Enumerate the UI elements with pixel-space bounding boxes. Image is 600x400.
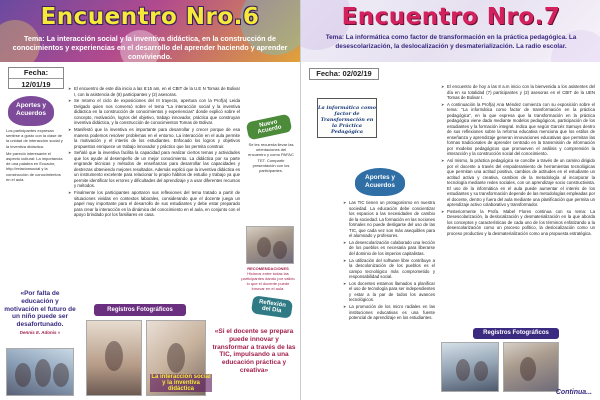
reflexion-label: Reflexión del Día <box>258 299 287 315</box>
reflexion-text: «Si el docente se prepara puede innovar y transformar a través de las TIC, impulsando a una educación práctica y creativa» <box>212 328 296 374</box>
photo-meeting <box>441 342 499 392</box>
page-subtitle: Tema: La interacción social y la inventiva didáctica, en la construcción de conocimientos y experiencias en el desarrollo del aprender haciendo y aprender conviviendo. <box>12 34 288 61</box>
date-box <box>8 67 64 89</box>
page-title: Encuentro Nro.6 <box>40 4 260 30</box>
photos-label: Registros Fotográficos <box>107 307 173 313</box>
list-item: ➤ El encuentro de hoy a las 8 a.m inicio con la bienvenida a los asistentes del día en su totalidad (7) participantes y (2) asesoras en el CBIT de la UEN Tomas de Bolivar I. <box>441 84 595 101</box>
encuentro-6-body <box>68 86 240 286</box>
quote-box <box>4 290 76 337</box>
date-value: 02/02/19 <box>342 69 372 78</box>
list-item: ➤ La desescolarización colaborado una lección de los pueblos es necesaria para liberarse del dominio de los imperios capitalistas. <box>343 240 435 257</box>
photos-banner <box>473 328 559 339</box>
banner-encuentro-7 <box>301 0 600 62</box>
aportes-bubble <box>8 96 54 126</box>
list-item: ➤ Las TIC tienen un protagonismo en nuestra sociedad. La educación debe concientizar los espacios a las necesidades de cambio de la sociedad. La formación en las nociones formales no puede desligarse del uso de las TIC, que cada vez son más asequibles para el alumnado y profesores. <box>343 200 435 239</box>
list-item: ➤ El encuentro de este día inicio a las 8:15 am, en el CBIT de la U.E N Tomas de Bolivar I, con la asistencia de (8) participantes y (2) asesoras. <box>68 86 240 97</box>
photos-banner <box>94 304 186 316</box>
topic-poster: La informática como factor de Transformación en la Práctica Pedagógica <box>317 98 377 138</box>
photo-classroom <box>86 320 142 396</box>
list-item: ➤ A continuación la Prof(a) Ana Méndez comienza con su exposición sobre el tema: "La informática como factor de transformación en la práctica pedagógica", en la que expresa que la transformación en la práctica pedagógica viene dada mediante modelos pedagógicos, participación de los estudiantes y la formación integral. Indica que según Garcés Samuys dentro de sus reflexiones sobre la reforma educativa menciona que los estilos de enseñanza y aprendizaje generan innovaciones educativas que permitan las formas tradicionales de aprender centrado en la transmisión de información por modelos pedagógicos que promueven el análisis y comprensión la interacción y la construcción social del conocimiento. <box>441 102 595 157</box>
list-item: ➤ Posteriormente la Profa. Mabel Flores continua con su tema: La Desescolarización, la deslocalización y desmaterialización en la que aborda los conceptos y características de cada uno de los términos enfatizando a la desescolarización como un proceso político, la deslocalización como un proceso productivo y la desmaterialización como una propuesta estratégica. <box>441 209 595 237</box>
nuevo-acuerdo-callout <box>246 114 293 141</box>
aportes-label: Aportes y Acuerdos <box>365 174 395 189</box>
list-item: ➤ Se retomo el ciclo de exposiciones del III trayecto, apertura con la Prof(a) Leida Delgado quien nos conversó sobre el tema "La interacción social y la inventiva didáctica en la construcción de conocimientos y experiencias" donde explicó sobre el concepto, motivación, logros del objetivo, trabajo innovador, práctica que construyan inventiva didáctica, y la construcción de conocimientos Tomas de Bolivar. <box>68 98 240 126</box>
date-label: Fecha: <box>316 69 341 78</box>
nuevo-acuerdo-text: Se les recuerda llevar las orientaciones del encuentro y como PAFAC TET. Compartir presentación con los participantes. <box>248 142 294 174</box>
page-title: Encuentro Nro.7 <box>341 4 561 30</box>
list-item: Los participantes expresan sentirse a gusto con la clase de la unidad de interacción social y la inventiva didáctica. <box>6 128 63 149</box>
page-subtitle: Tema: La informática como factor de transformación en la práctica pedagógica. La desescolarización, la deslocalización y desmaterialización. La radio escolar. <box>325 34 577 50</box>
date-box <box>309 68 379 80</box>
photo-participants <box>503 342 559 392</box>
list-item: ➤ La utilización del software libre contribuye a la descolonización de los pueblos es el campo tecnológico más comprometido y responsabilidad social. <box>343 258 435 280</box>
list-item: ➤ Finalmente los participantes aportaron sus reflexiones del tema tratado a partir de situaciones vividas en contextos laborales, considerando que el docente juega un papel muy importante para el desarrollo de sus estudiantes y debe estar preparado para crear la interacción en la dinámica del conocimiento en el aula, en conjunto con el apoyo brindado por los familiares en casa. <box>68 190 240 218</box>
photo-group <box>6 348 74 396</box>
list-item: ➤ Manifestó que la inventiva es importante para desarrollar y crecer porque de esa manera podemos resolver problemas en el entorno. La interacción en el aula permite la motivación y el interés de los estudiantes. Enfocado los logros y objetivos propuestos enriquece un trabajo innovador y práctico que los permita construir. <box>68 127 240 149</box>
reflexion-quote <box>212 328 296 375</box>
aportes-bubble <box>355 168 405 196</box>
aportes-list <box>343 200 435 396</box>
recom-text: Hicimos entre todas las participantes dando por valido lo que el docente puede innovar en el aula. <box>241 271 295 291</box>
list-item: ➤ Así mismo, la práctica pedagógica se concibe a través de un camino dirigido por el docente a través del empoderamiento de herramientas tecnológicas que permitan una actitud positiva, cambios de actitudes en el estudiante un actitud activa y creativa, cambios de la metodología al incorporar la tecnología mediante redes sociales, con un aprendizaje socio constructivista. El uso de la informática en el aula puede aumentar el interés de los estudiantes y su transformación depende de las metodologías empleadas por el docente, dentro y fuera del aula mediante una planificación que permita un aprendizaje activo colaborativo y transformador. <box>441 158 595 208</box>
aportes-list <box>6 128 64 288</box>
page-encuentro-7 <box>300 0 600 400</box>
list-item: Me pareció interesante el aspecto cultural: La importancia de una palabra en Ecuador, http://relacionsocial y la construcción de conocimientos en el aula. <box>6 150 63 182</box>
date-label: Fecha: <box>23 68 49 77</box>
list-item: ➤ La promoción de los micro radiales en las instituciones educativas es una fuente potencial de aprendizaje en los estudiantes. <box>343 304 435 321</box>
continua-label: Continua... <box>555 389 592 396</box>
aportes-label: Aportes y Acuerdos <box>16 102 46 117</box>
list-item: ➤ Los docentes estamos llamados a planificar el uso de tecnología para ser independientes y estar a la par de todos los avances tecnológicos. <box>343 281 435 303</box>
photos-label: Registros Fotográficos <box>483 330 549 336</box>
photo-caption: La interacción social y la inventiva didáctica <box>151 374 211 392</box>
list-item: ➤ Señaló que la inventiva facilita la capacidad para realizar ciertos temas y actividades que los ayude al desempeño de un mejor conocimiento. La didáctica por su parte engrande técnicas y métodos de enseñanzas para desarrollar las capacidades y destrezas obteniendo mejores resultados. Además explicó que la inventiva didáctica es un instrumento excelente para relacionar lo propio hábitos de estudio y trabajo ya que permite identificar los errores y dificultades del aprendizaje y a usar diferentes recursos y métodos. <box>68 150 240 189</box>
date-value: 12/01/19 <box>9 78 63 89</box>
banner-encuentro-6 <box>0 0 300 62</box>
quote-text: «Por falta de educación y motivación el futuro de un niño puede ser desafortunado. <box>4 290 76 329</box>
photo-thumbnail <box>246 226 294 264</box>
quote-author: Dennis E. Adonis » <box>19 329 61 335</box>
encuentro-7-body <box>441 84 595 316</box>
recom-title: RECOMENDACIONES <box>247 266 289 271</box>
nuevo-acuerdo-label: Nuevo Acuerdo <box>257 119 283 136</box>
